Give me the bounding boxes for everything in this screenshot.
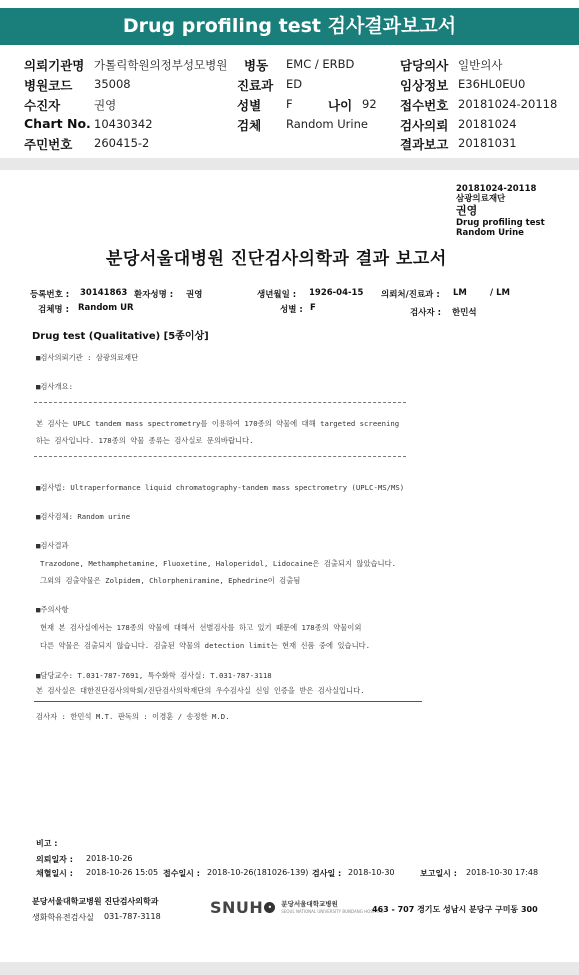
test-date-value: 2018-10-30 [348,868,395,877]
contact-info: ■담당교수: T.031-787-7691, 특수화학 검사실: T.031-787-3118 [36,671,272,680]
collection-label-text: 채혈일시 : [36,869,73,878]
snuh-logo-text [281,900,383,916]
report-date-value: 20181031 [458,136,517,150]
scanned-report-document [0,170,579,962]
patient-value: 권영 [94,98,117,112]
stamp-specimen: Random Urine [456,228,524,238]
doc-sex-value: F [310,303,316,313]
section-specimen: ■검사검체: Random urine [36,512,131,521]
ward-label: 병동 [244,58,269,73]
report-time-value: 2018-10-30 17:48 [466,868,539,877]
requester-dept-value: / LM [490,288,510,298]
results-line-1: Trazodone, Methamphetamine, Fluoxetine, Haloperidol, Lidocaine은 검출되지 않았습니다. [40,559,397,568]
accession-number-value: 20181024-20118 [458,97,558,111]
signers: 검사자 : 한민석 M.T. 판독의 : 이경훈 / 송정한 M.D. [36,712,230,721]
overview-line-1: 본 검사는 UPLC tandem mass spectrometry를 이용하여 170종의 약물에 대해 targeted screening [36,419,400,428]
section-caution-heading: ■주의사항 [36,605,69,614]
doc-sex-label: 성별 : [280,305,303,315]
hospital-address: 463 - 707 경기도 성남시 분당구 구미동 300 [372,905,538,914]
hospital-code-value: 35008 [94,77,131,91]
note-label [36,838,57,849]
doctor-label: 담당의사 [400,58,449,73]
request-date-value-foot: 2018-10-26 [86,854,133,863]
department-name: 분당서울대학교병원 진단검사의학과 [32,897,159,906]
overview-bottom-divider [34,456,406,457]
ordering-institution-value: 가톨릭학원의정부성모병원 [94,58,228,72]
patient-name-label: 환자성명 : [134,290,174,300]
caution-line-1: 현재 본 검사실에서는 178종의 약물에 대해서 선별검사를 하고 있기 때문에 178종의 약물이외 [40,623,362,632]
caution-line-2: 다른 약물은 검출되지 않습니다. 검출된 약물의 detection limit는 현재 신품 중에 있습니다. [40,641,371,650]
test-date-label [312,868,341,879]
request-date-label: 검사의뢰 [400,118,449,133]
snuh-english-name: SEOUL NATIONAL UNIVERSITY BUNDANG HOSPITAL [281,908,384,914]
collection-value: 2018-10-26 15:05 [86,868,159,877]
overview-top-divider [34,402,406,403]
request-date-label-text: 의뢰일자 : [36,855,73,864]
chart-number-value: 10430342 [94,117,153,131]
stamp-accession: 20181024-20118 [456,184,537,194]
report-date-label: 결과보고 [400,137,449,152]
requester-label: 의뢰처/진료과 : [381,290,440,300]
section-divider [0,158,579,170]
requester-value: LM [453,288,467,298]
patient-label: 수진자 [24,98,61,113]
collection-label [36,868,73,879]
department-value: ED [286,77,303,91]
receipt-label [163,868,200,879]
overview-line-2: 하는 검사입니다. 178종의 약물 종류는 검사실로 문의바랍니다. [36,436,254,445]
dob-value: 1926-04-15 [309,288,364,298]
age-value: 92 [362,97,377,111]
receipt-value: 2018-10-26(181026-139) [207,868,309,877]
receipt-label-text: 접수일시 : [163,869,200,878]
examiner-label: 검사자 : [410,308,441,318]
stamp-test-name: Drug profiling test [456,218,545,228]
bottom-divider [0,962,579,975]
snuh-wordmark: SNUH [210,898,264,917]
clinical-info-value: E36HL0EU0 [458,77,526,91]
lab-name: 생화학유전검사실 [32,913,94,922]
snuh-logo [210,898,384,917]
report-time-label-text: 보고일시 : [420,869,457,878]
specimen-label: 검체 [237,118,262,133]
stamp-patient-name: 권영 [456,204,478,217]
clinical-info-label: 임상정보 [400,78,449,93]
request-date-value: 20181024 [458,117,517,131]
report-time-label [420,868,457,879]
sex-value: F [286,97,293,111]
chart-number-label: Chart No. [24,116,91,131]
dob-label: 생년월일 : [257,290,297,300]
section-method: ■검사법: Ultraperformance liquid chromatography-tandem mass spectrometry (UPLC-MS/MS) [36,483,405,492]
test-name: Drug test (Qualitative) [5종이상] [32,331,209,342]
signers-divider [34,701,422,702]
lab-phone: 031-787-3118 [104,912,161,921]
request-date-label-foot [36,854,73,865]
doctor-value: 일반의사 [458,58,503,72]
section-overview-heading: ■검사개요: [36,382,73,391]
note-label-text: 비고 : [36,839,58,848]
reg-number-label: 등록번호 : [30,290,70,300]
lab-stamp [456,184,545,238]
results-line-2: 그외의 검출약물은 Zolpidem, Chlorpheniramine, Ephedrine이 검출됨 [40,576,301,585]
specimen-value: Random Urine [286,117,368,131]
specimen-name-label: 검체명 : [38,305,69,315]
specimen-name-value: Random UR [78,303,134,313]
stamp-lab-name: 삼광의료재단 [456,194,506,204]
section-results-heading: ■검사결과 [36,541,69,550]
document-title: 분당서울대병원 진단검사의학과 결과 보고서 [106,249,447,269]
ordering-institution-label: 의뢰기관명 [24,58,85,73]
patient-name-value: 권영 [186,290,203,300]
ward-value: EMC / ERBD [286,57,355,71]
snuh-logo-icon: • [264,902,275,913]
hospital-code-label: 병원코드 [24,78,73,93]
certification-note: 본 검사실은 대한진단검사의학회/진단검사의학재단의 우수검사실 신임 인증을 받은 검사실입니다. [36,686,365,695]
report-title: Drug profiling test 검사결과보고서 [122,15,457,37]
age-label: 나이 [328,98,353,113]
department-label: 진료과 [237,78,274,93]
accession-number-label: 접수번호 [400,98,449,113]
report-header [0,8,579,45]
snuh-hospital-name: 분당서울대학교병원 [281,899,338,908]
sex-label: 성별 [237,98,262,113]
section-requesting-lab: ■검사의뢰기관 : 삼광의료재단 [36,353,139,362]
examiner-value: 한민석 [452,308,477,318]
request-info-grid [0,52,579,152]
resident-number-label: 주민번호 [24,137,73,152]
test-date-label-text: 검사일 : [312,869,342,878]
reg-number-value: 30141863 [80,288,128,298]
resident-number-value: 260415-2 [94,136,150,150]
